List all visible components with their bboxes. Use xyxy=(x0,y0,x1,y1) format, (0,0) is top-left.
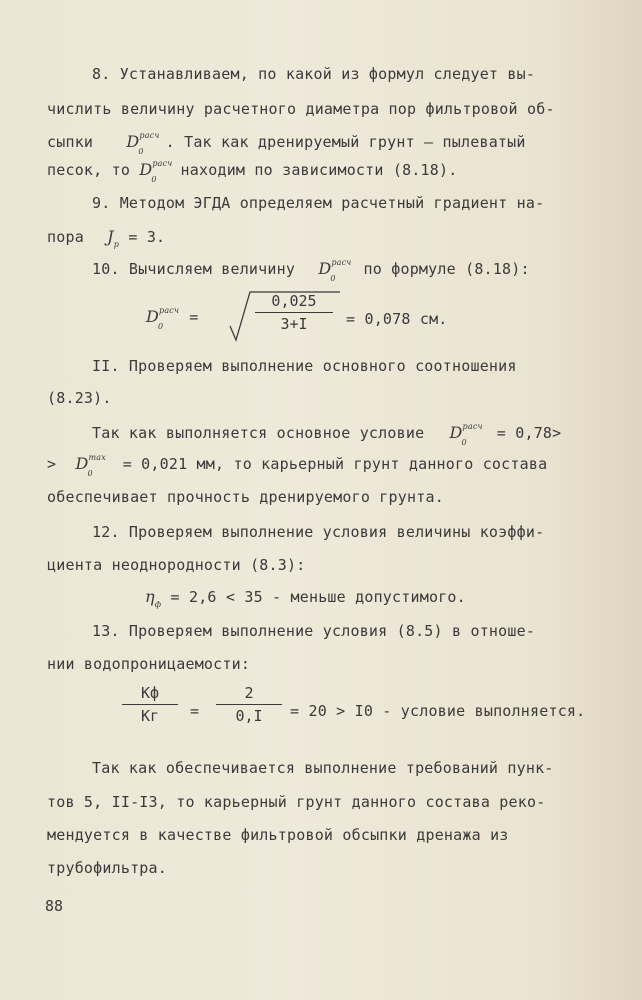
d-calc-symbol-3: D расч 0 xyxy=(318,258,352,283)
p12-equation: $\eta_ф = 2,6 < 35$ - меньше допустимого. xyxy=(145,587,466,609)
formula-10-fraction: 0,025 3+I xyxy=(255,292,333,333)
p11-line-2: (8.23). xyxy=(47,389,112,407)
p13-line-2: нии водопроницаемости: xyxy=(47,655,251,673)
d-calc-symbol: D расч 0 xyxy=(126,131,160,156)
p12-line-2: циента неоднородности (8.3): xyxy=(47,556,306,574)
p12-line-1: 12. Проверяем выполнение условия величины коэффи- xyxy=(92,523,545,541)
p8-line-1: 8. Устанавливаем, по какой из формул следует вы- xyxy=(92,65,536,83)
final-line-3: мендуется в качестве фильтровой обсыпки дренажа из xyxy=(47,826,509,844)
page-number: 88 xyxy=(45,897,64,915)
eta-symbol: $\eta_ф$ xyxy=(145,587,162,609)
d-calc-symbol-2: D расч 0 xyxy=(139,159,173,184)
final-line-2: тов 5, II-I3, то карьерный грунт данного состава реко- xyxy=(47,793,546,811)
p9-line-1: 9. Методом ЭГДА определяем расчетный градиент на- xyxy=(92,194,545,212)
formula-10-rhs: = 0,078 см. xyxy=(346,310,448,328)
j-symbol: $J_p$ xyxy=(107,227,120,249)
p11-line-4: > D max 0 = 0,021 мм, то карьерный грунт данного состава xyxy=(47,453,548,478)
formula-10-lhs: D расч 0 = xyxy=(146,306,199,331)
p8-line-3: сыпки D расч 0 . Так как дренируемый грунт – пылеватый xyxy=(47,131,526,156)
formula-13-fraction-value: 2 0,I xyxy=(216,684,282,725)
d-max-symbol: D max 0 xyxy=(75,453,106,478)
p10-line-1: 10. Вычисляем величину D расч 0 по формуле (8.18): xyxy=(92,258,530,283)
d-calc-symbol-4: D расч 0 xyxy=(449,422,483,447)
final-line-1: Так как обеспечивается выполнение требований пунк- xyxy=(92,759,554,777)
p9-line-2: пора $J_p = 3$. xyxy=(47,227,166,249)
p11-line-3: Так как выполняется основное условие D расч 0 = 0,78> xyxy=(92,422,562,447)
p8-line-2: числить величину расчетного диаметра пор фильтровой об- xyxy=(47,100,555,118)
p11-line-5: обеспечивает прочность дренируемого грунта. xyxy=(47,488,444,506)
p8-line-4: песок, то D расч 0 находим по зависимости (8.18). xyxy=(47,159,458,184)
formula-13-eq: = xyxy=(190,702,200,720)
final-line-4: трубофильтра. xyxy=(47,859,167,877)
formula-13-fraction-k: Кф Кг xyxy=(122,684,178,725)
p13-line-1: 13. Проверяем выполнение условия (8.5) в отноше- xyxy=(92,622,536,640)
formula-13-rhs: = 20 > I0 - условие выполняется. xyxy=(290,702,586,720)
p11-line-1: II. Проверяем выполнение основного соотношения xyxy=(92,357,517,375)
